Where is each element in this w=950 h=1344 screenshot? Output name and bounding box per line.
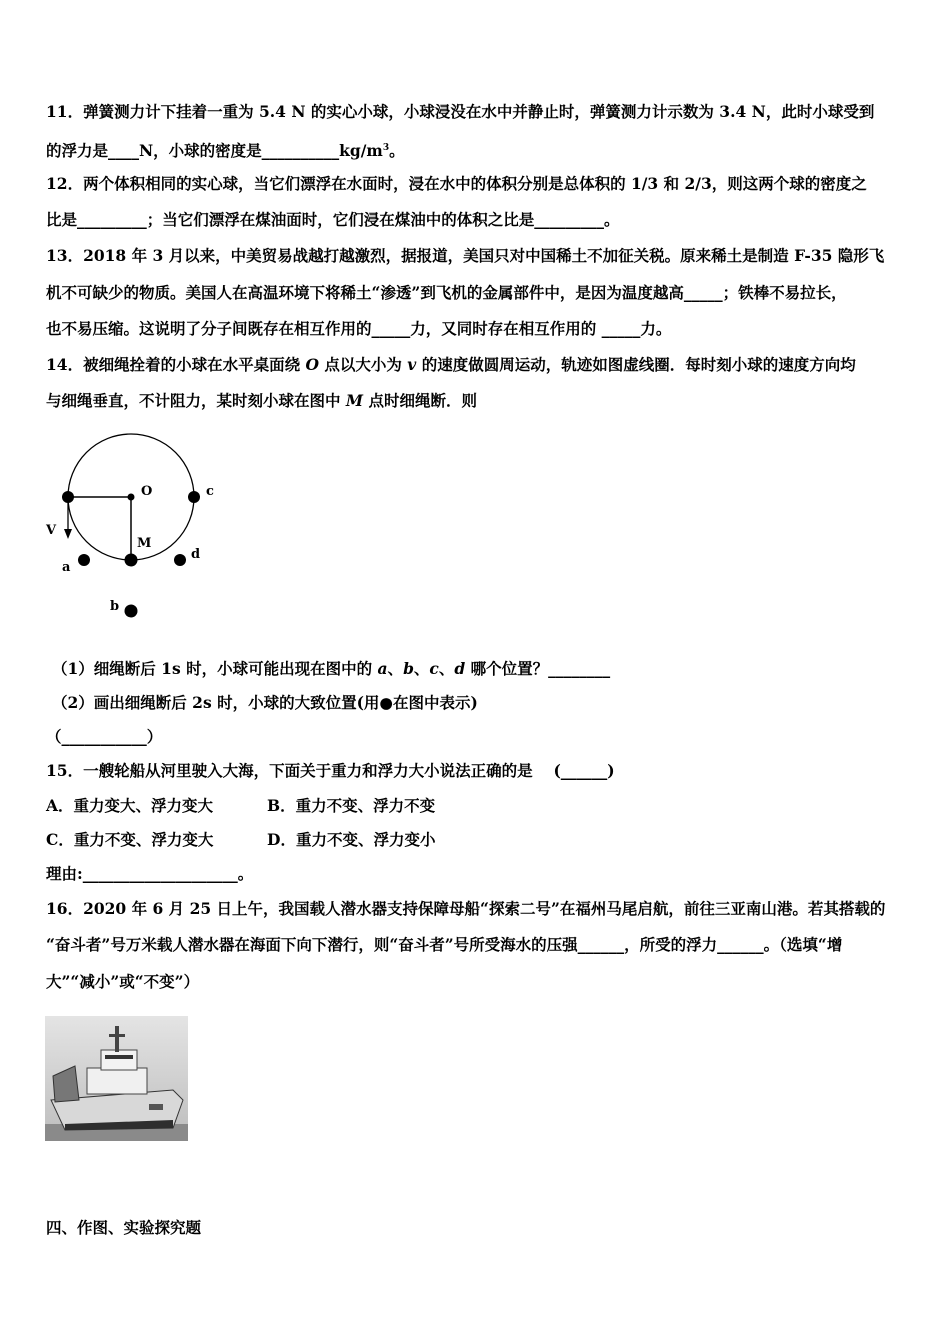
q14-sub1-b: b <box>403 659 414 678</box>
q13-line2: 机不可缺少的物质。美国人在高温环境下将稀土“渗透”到飞机的金属部件中，是因为温度越高_____；铁棒不易拉长， <box>46 283 847 302</box>
bridge-windows <box>105 1055 133 1059</box>
circular-motion-diagram <box>40 425 240 625</box>
q14-sub1-d: d <box>454 659 466 678</box>
label-b: b <box>110 599 120 614</box>
q14-speed-v: v <box>407 355 417 374</box>
superstructure <box>87 1068 147 1094</box>
q13-line1: 13．2018 年 3 月以来，中美贸易战越打越激烈，据报道，美国只对中国稀土不加征关税。原来稀土是制造 F-35 隐形飞 <box>46 246 885 265</box>
q11-line2-end: 。 <box>389 141 405 161</box>
q14-line2 <box>46 391 477 411</box>
q15-option-c: C．重力不变、浮力变大 <box>46 830 214 849</box>
q11-unit-sup: 3 <box>382 143 390 153</box>
q15-reason: 理由:____________________。 <box>46 864 254 883</box>
point-a <box>78 554 90 566</box>
q11-line2 <box>46 138 405 161</box>
q14-sub1-sep: 、 <box>413 659 430 678</box>
label-d: d <box>191 547 201 562</box>
q12-line1: 12．两个体积相同的实心球，当它们漂浮在水面时，浸在水中的体积分别是总体积的 1/3 和 2/3，则这两个球的密度之 <box>46 174 867 193</box>
q12-line2: 比是_________；当它们漂浮在煤油面时，它们浸在煤油中的体积之比是_________。 <box>46 210 620 229</box>
q15-option-b: B．重力不变、浮力不变 <box>267 796 436 815</box>
q15-option-d: D．重力不变、浮力变小 <box>267 830 436 849</box>
q15-option-a: A．重力变大、浮力变大 <box>46 796 214 815</box>
q14-sub1-c: c <box>429 659 439 678</box>
section-4-title: 四、作图、实验探究题 <box>46 1218 202 1237</box>
label-m: M <box>137 536 152 551</box>
q14-line2-end: 点时细绳断．则 <box>363 391 477 410</box>
bridge <box>101 1050 137 1070</box>
q14-sub1-text: （1）细绳断后 1s 时，小球可能出现在图中的 <box>52 659 378 678</box>
q14-line1-text-c: 的速度做圆周运动，轨迹如图虚线圈．每时刻小球的速度方向均 <box>416 355 856 374</box>
q14-sub1-sep: 、 <box>387 659 404 678</box>
point-d <box>174 554 186 566</box>
q16-line3: 大”“减小”或“不变”） <box>46 972 200 991</box>
point-b <box>125 605 138 618</box>
ball-left <box>62 491 74 503</box>
q14-sub1-end: 哪个位置？________ <box>465 659 611 678</box>
q14-line1-text-b: 点以大小为 <box>318 355 408 374</box>
label-v: V <box>46 523 57 538</box>
point-m <box>125 554 138 567</box>
q13-line3: 也不易压缩。这说明了分子间既存在相互作用的_____力，又同时存在相互作用的 _____力。 <box>46 319 672 338</box>
q11-line1: 11．弹簧测力计下挂着一重为 5.4 N 的实心小球，小球浸没在水中并静止时，弹簧测力计示数为 3.4 N，此时小球受到 <box>46 102 875 121</box>
q14-line1-text: 14．被细绳拴着的小球在水平桌面绕 <box>46 355 306 374</box>
q14-sub1-sep: 、 <box>438 659 455 678</box>
ship-photo <box>45 1016 188 1141</box>
q14-sub1 <box>52 659 610 679</box>
q14-sub2: （2）画出细绳断后 2s 时，小球的大致位置(用●在图中表示) <box>52 693 478 712</box>
q11-line2-text: 的浮力是____N，小球的密度是__________kg/m <box>46 141 383 161</box>
mast-crossbar <box>109 1034 125 1037</box>
label-o: O <box>141 484 153 499</box>
point-c <box>188 491 200 503</box>
q14-line1 <box>46 355 856 375</box>
q16-line2: “奋斗者”号万米载人潜水器在海面下向下潜行，则“奋斗者”号所受海水的压强______，所受的浮力______。（选填“增 <box>46 935 843 954</box>
label-c: c <box>206 484 214 499</box>
q14-sub2-blank: （___________） <box>46 727 163 746</box>
center-point-o <box>128 494 135 501</box>
velocity-arrowhead <box>64 529 72 539</box>
label-a: a <box>62 560 71 575</box>
q14-point-o: O <box>305 355 319 374</box>
q14-point-m: M <box>345 391 364 410</box>
bow-marking <box>149 1104 163 1110</box>
q16-line1: 16．2020 年 6 月 25 日上午，我国载人潜水器支持保障母船“探索二号”在福州马尾启航，前往三亚南山港。若其搭载的 <box>46 899 886 918</box>
mast <box>115 1026 119 1052</box>
q14-sub1-a: a <box>377 659 388 678</box>
q14-line2-text: 与细绳垂直，不计阻力，某时刻小球在图中 <box>46 391 346 410</box>
q15-line1: 15．一艘轮船从河里驶入大海，下面关于重力和浮力大小说法正确的是 (______) <box>46 761 615 780</box>
